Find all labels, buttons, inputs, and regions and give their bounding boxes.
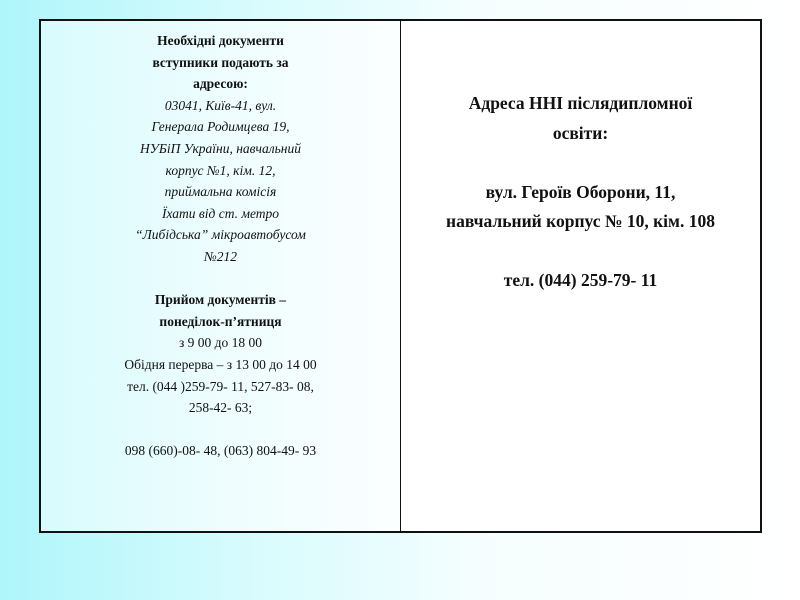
admissions-address-line-2: Генерала Родимцева 19, bbox=[151, 119, 290, 135]
reception-heading-line-1: Прийом документів – bbox=[154, 292, 287, 308]
schedule-line-1: з 9 00 до 18 00 bbox=[178, 335, 263, 351]
admissions-address-line-4: корпус №1, кім. 12, bbox=[165, 162, 276, 178]
institute-phone: тел. (044) 259-79- 11 bbox=[503, 270, 658, 290]
spacer bbox=[41, 419, 400, 441]
spacer bbox=[401, 148, 760, 178]
admissions-address-line-5: приймальна комісія bbox=[164, 184, 277, 200]
spacer bbox=[41, 268, 400, 290]
admissions-address-line-1: 03041, Київ-41, вул. bbox=[164, 97, 277, 113]
admissions-heading-line-1: Необхідні документи bbox=[157, 33, 284, 48]
admissions-address-line-7: “Либідська” мікроавтобусом bbox=[135, 227, 306, 243]
schedule-line-2: Обідня перерва – з 13 00 до 14 00 bbox=[124, 356, 317, 372]
institute-address-line-2: навчальний корпус № 10, кім. 108 bbox=[446, 211, 715, 231]
institute-address-line-1: вул. Героїв Оборони, 11, bbox=[485, 181, 676, 202]
institute-heading-line-1: Адреса ННІ післядипломної bbox=[468, 93, 693, 113]
admissions-address-line-6: Їхати від ст. метро bbox=[161, 205, 280, 221]
info-table bbox=[39, 19, 762, 533]
institute-address-cell bbox=[401, 21, 760, 531]
institute-heading-line-2: освіти: bbox=[552, 122, 609, 143]
admissions-cell bbox=[41, 21, 401, 531]
admissions-heading-line-2: вступники подають за bbox=[152, 54, 289, 70]
spacer bbox=[401, 237, 760, 267]
mobile-phones: 098 (660)-08- 48, (063) 804-49- 93 bbox=[124, 443, 317, 459]
admissions-heading-line-3: адресою: bbox=[193, 76, 248, 92]
schedule-line-4: 258-42- 63; bbox=[188, 400, 253, 416]
admissions-address-line-3: НУБіП України, навчальний bbox=[140, 140, 301, 156]
schedule-line-3: тел. (044 )259-79- 11, 527-83- 08, bbox=[127, 378, 314, 394]
reception-heading-line-2: понеділок-п’ятниця bbox=[159, 313, 282, 329]
admissions-address-line-8: №212 bbox=[204, 248, 237, 264]
